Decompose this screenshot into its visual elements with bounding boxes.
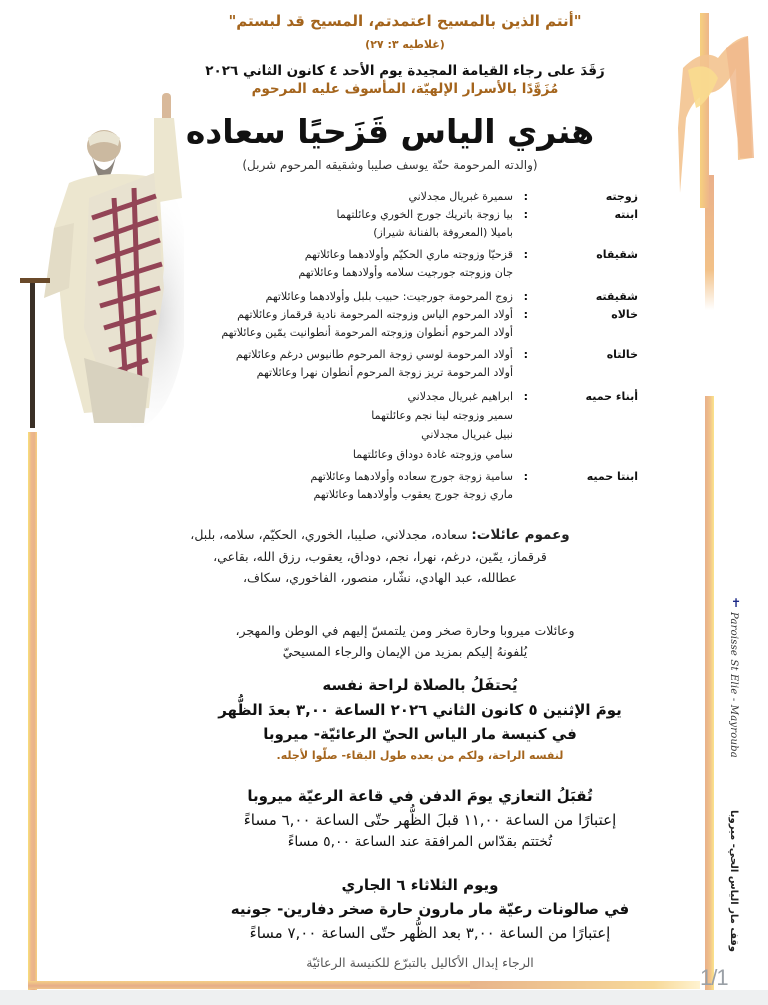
- relative-label: شقيقته: [595, 290, 638, 303]
- colon: :: [523, 190, 528, 203]
- colon: :: [523, 390, 528, 403]
- frame-left-bar: [28, 432, 37, 990]
- families-block: [90, 524, 670, 588]
- relative-line: ماري زوجة جورج يعقوب وأولادهما وعائلاتهم: [313, 488, 513, 501]
- relative-row-maternal-aunts: [188, 348, 638, 364]
- families-line-1: [90, 524, 670, 546]
- condolences-title: تُقبَلُ التعازي يومَ الدفن في قاعة الرعيّة ميروبا: [247, 787, 593, 805]
- parish-logo-icon: ✝: [731, 596, 742, 610]
- page-indicator: 1/1: [700, 965, 728, 990]
- relative-line: سميرة غبريال مجدلاني: [408, 190, 513, 203]
- families-line-3: عطالله، عبد الهادي، نشّار، منصور، الفاخوري، سكاف،: [242, 570, 518, 585]
- relative-label: ابنتا حميه: [586, 470, 638, 483]
- relative-row-maternal-uncles: [188, 308, 638, 324]
- frame-bottom-bar: [28, 981, 478, 989]
- relative-label: زوجته: [605, 190, 638, 203]
- relative-row-sisters-in-law: [188, 470, 638, 486]
- parish-name-arabic: وقف مار الياس الحي- ميروبا: [728, 810, 739, 952]
- relative-line: سامي وزوجته غادة دوداق وعائلتهما: [352, 448, 513, 461]
- relative-row-cont: [188, 448, 638, 464]
- tuesday-title: ويوم الثلاثاء ٦ الجاري: [341, 876, 499, 894]
- thanks-line-2: يُلفونهُ إليكم بمزيد من الإيمان والرجاء المسيحيّ: [282, 644, 528, 659]
- families-line-2: قرقماز، يمّين، درغم، نهرا، نجم، دوداق، يعقوب، رزق الله، بقاعي،: [213, 549, 547, 564]
- tuesday-location: في صالونات رعيّة مار مارون حارة صخر دفارين- جونيه: [230, 900, 630, 918]
- relative-row-cont: [188, 488, 638, 504]
- families-text: سعاده، مجدلاني، صليبا، الخوري، الحكيّم، سلامه، بلبل،: [190, 527, 468, 542]
- relative-line: زوج المرحومة جورجيت: حبيب بلبل وأولادهما وعائلاتهم: [265, 290, 513, 303]
- relative-line: سامية زوجة جورج سعاده وأولادهما وعائلاتهم: [310, 470, 513, 483]
- announcement-line-2: مُزَوَّدًا بالأسرار الإلهيّة، المأسوف عليه المرحوم: [251, 81, 559, 97]
- relative-row-cont: [188, 266, 638, 282]
- thanks-block: [120, 620, 690, 662]
- relative-line: قزحيّا وزوجته ماري الحكيّم وأولادهما وعائلاتهم: [304, 248, 513, 261]
- relative-row-sister: [188, 290, 638, 306]
- prayer-date: يومَ الإثنين ٥ كانون الثاني ٢٠٢٦ الساعة ٣,٠٠ بعدَ الظُّهر: [218, 701, 622, 719]
- relative-line: بيا زوجة باتريك جورج الخوري وعائلتهما: [336, 208, 513, 221]
- frame-bottom-bar-right: [470, 981, 700, 989]
- relative-label: خالتاه: [606, 348, 638, 361]
- relative-line: ابراهيم غبريال مجدلاني: [407, 390, 513, 403]
- relative-line: باميلا (المعروفة بالفنانة شيراز): [373, 226, 513, 239]
- tuesday-time: إعتبارًا من الساعة ٣,٠٠ بعد الظُّهر حتّى الساعة ٧,٠٠ مساءً: [249, 924, 611, 942]
- relative-row-cont: [188, 326, 638, 342]
- relative-row-wife: [188, 190, 638, 206]
- relative-line: سمير وزوجته لينا نجم وعائلتهما: [371, 409, 513, 422]
- saint-elijah-image: [14, 88, 184, 433]
- bible-verse: "أنتم الذين بالمسيح اعتمدتم، المسيح قد لبستم": [228, 12, 582, 30]
- relative-row-cont: [188, 366, 638, 382]
- condolences-closing: تُختتم بقدّاس المرافقة عند الساعة ٥,٠٠ مساءً: [287, 834, 553, 850]
- relative-line: أولاد المرحوم أنطوان وزوجته المرحومة أنطوانيت يمّين وعائلاتهم: [221, 326, 513, 339]
- wreath-donation-note: الرجاء إبدال الأكاليل بالتبرّع للكنيسة الرعائيّة: [306, 955, 534, 970]
- relatives-list: [188, 190, 638, 510]
- colon: :: [523, 290, 528, 303]
- relative-row-brothers-in-law: [188, 390, 638, 406]
- relative-row-daughters: [188, 208, 638, 224]
- relative-line: أولاد المرحومة تريز زوجة المرحوم أنطوان نهرا وعائلاتهم: [256, 366, 513, 379]
- colon: :: [523, 308, 528, 321]
- viewer-bottom-bar: [0, 990, 768, 1005]
- relative-label: أبناء حميه: [585, 390, 638, 403]
- relative-line: جان وزوجته جورجيت سلامه وأولادهما وعائلاتهم: [298, 266, 513, 279]
- relative-row-brothers: [188, 248, 638, 264]
- relative-label: خالاه: [611, 308, 638, 321]
- cross-drape-icon: [678, 8, 768, 208]
- prayer-title: يُحتفَلُ بالصلاة لراحة نفسه: [322, 676, 518, 694]
- relative-row-cont: [188, 428, 638, 444]
- relative-row-cont: [188, 226, 638, 242]
- colon: :: [523, 470, 528, 483]
- prayer-note: لنفسه الراحة، ولكم من بعده طول البقاء- صلّوا لأجله.: [276, 749, 564, 762]
- relative-line: نبيل غبريال مجدلاني: [421, 428, 513, 441]
- parish-name-latin: Paroisse St Elie - Mayrouba: [728, 612, 739, 758]
- relative-line: أولاد المرحوم الياس وزوجته المرحومة نادية قرقماز وعائلاتهم: [237, 308, 513, 321]
- relative-line: أولاد المرحومة لوسي زوجة المرحوم طانيوس درغم وعائلاتهم: [235, 348, 513, 361]
- colon: :: [523, 348, 528, 361]
- deceased-name: هنري الياس قَزَحيًا سعاده: [185, 112, 595, 151]
- families-label: وعموم عائلات:: [471, 527, 570, 543]
- condolences-time: إعتبارًا من الساعة ١١,٠٠ قبلَ الظُّهر حتّى الساعة ٦,٠٠ مساءً: [243, 811, 617, 829]
- verse-reference: (غلاطيه ٣: ٢٧): [365, 38, 445, 51]
- announcement-line-1: رَقَدَ على رجاء القيامة المجيدة يوم الأحد ٤ كانون الثاني ٢٠٢٦: [205, 63, 605, 79]
- thanks-line-1: وعائلات ميروبا وحارة صخر ومن يلتمسّ إليهم في الوطن والمهجر،: [235, 623, 575, 638]
- colon: :: [523, 248, 528, 261]
- relative-label: شقيقاه: [596, 248, 638, 261]
- prayer-church: في كنيسة مار الياس الحيّ الرعائيّة- ميروبا: [263, 725, 577, 743]
- colon: :: [523, 208, 528, 221]
- deceased-parents: (والدته المرحومة حنّة يوسف صليبا وشقيقه المرحوم شربل): [242, 158, 538, 172]
- relative-label: ابنته: [614, 208, 638, 221]
- relative-row-cont: [188, 409, 638, 425]
